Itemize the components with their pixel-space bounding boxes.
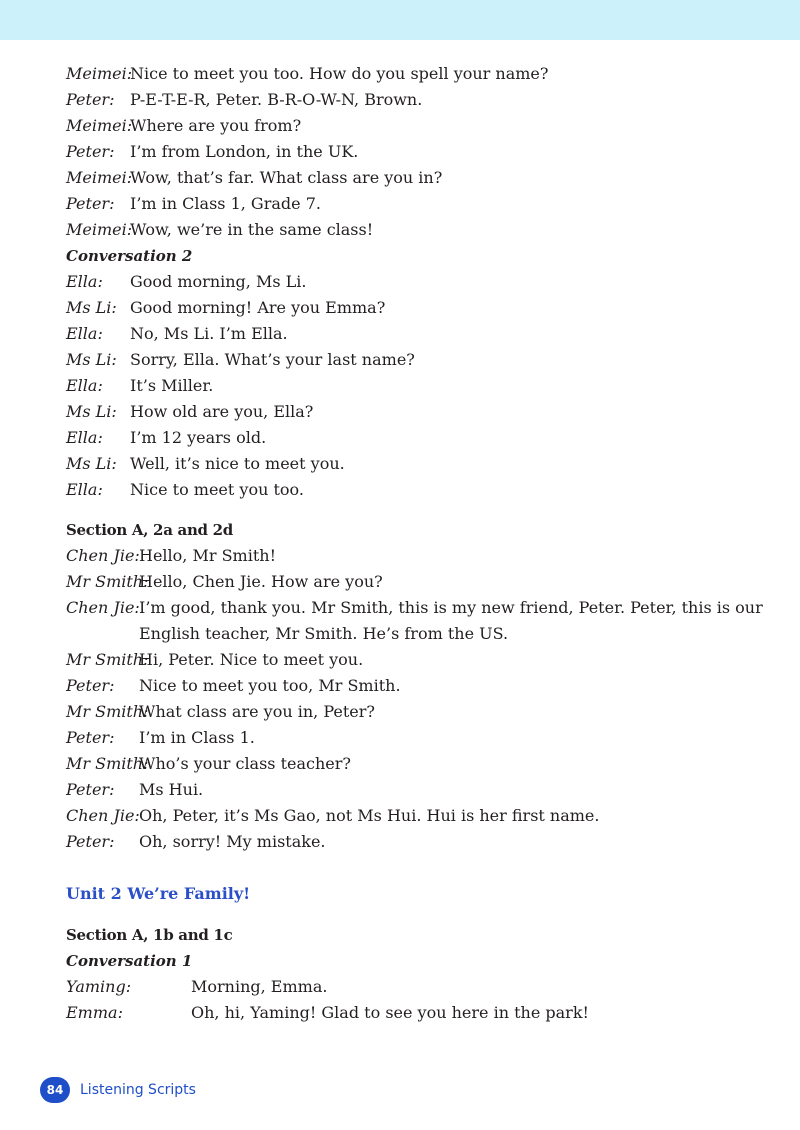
dialogue-line xyxy=(66,87,766,113)
dialogue-line xyxy=(66,113,766,139)
speaker: Chen Jie: xyxy=(66,598,140,617)
dialogue-line xyxy=(66,647,766,673)
speaker: Meimei: xyxy=(66,220,133,239)
speaker: Chen Jie: xyxy=(66,806,140,825)
dialogue-line xyxy=(66,269,766,295)
dialogue-line xyxy=(66,191,766,217)
dialogue-line xyxy=(66,217,766,243)
dialogue-line xyxy=(66,595,766,621)
speaker: Peter: xyxy=(66,90,115,109)
conversation-2-heading: Conversation 2 xyxy=(66,247,193,265)
utterance: It’s Miller. xyxy=(130,376,214,395)
dialogue-line xyxy=(66,725,766,751)
dialogue-line xyxy=(66,165,766,191)
utterance: I’m 12 years old. xyxy=(130,428,267,447)
utterance: I’m from London, in the UK. xyxy=(130,142,359,161)
dialogue-line xyxy=(66,829,766,855)
speaker: Meimei: xyxy=(66,64,133,83)
speaker: Ms Li: xyxy=(66,402,117,421)
utterance: Wow, we’re in the same class! xyxy=(130,220,374,239)
page-number-badge: 84 xyxy=(40,1077,70,1103)
dialogue-line xyxy=(66,295,766,321)
speaker: Peter: xyxy=(66,142,115,161)
utterance: How old are you, Ella? xyxy=(130,402,314,421)
speaker: Ms Li: xyxy=(66,350,117,369)
speaker: Meimei: xyxy=(66,168,133,187)
dialogue-line xyxy=(66,777,766,803)
utterance: Where are you from? xyxy=(130,116,302,135)
dialogue-line xyxy=(66,61,766,87)
dialogue-line xyxy=(66,347,766,373)
utterance: I’m in Class 1. xyxy=(139,728,255,747)
utterance: Oh, hi, Yaming! Glad to see you here in the park! xyxy=(191,1003,589,1022)
speaker: Ms Li: xyxy=(66,298,117,317)
speaker: Mr Smith: xyxy=(66,754,149,773)
utterance: What class are you in, Peter? xyxy=(139,702,375,721)
dialogue-line xyxy=(66,1000,766,1026)
speaker: Ella: xyxy=(66,428,103,447)
utterance: Hi, Peter. Nice to meet you. xyxy=(139,650,364,669)
speaker: Mr Smith: xyxy=(66,572,149,591)
utterance-continuation: English teacher, Mr Smith. He’s from the US. xyxy=(139,624,509,643)
speaker: Mr Smith: xyxy=(66,702,149,721)
utterance: Oh, Peter, it’s Ms Gao, not Ms Hui. Hui is her first name. xyxy=(139,806,600,825)
section-2a-heading: Section A, 2a and 2d xyxy=(66,521,233,539)
utterance: Wow, that’s far. What class are you in? xyxy=(130,168,443,187)
speaker: Peter: xyxy=(66,194,115,213)
utterance: Nice to meet you too. How do you spell your name? xyxy=(130,64,549,83)
dialogue-line xyxy=(66,373,766,399)
section-label: Listening Scripts xyxy=(80,1082,196,1098)
unit2-conversation1 xyxy=(66,974,766,1026)
utterance: I’m good, thank you. Mr Smith, this is my new friend, Peter. Peter, this is our xyxy=(139,598,763,617)
top-color-band xyxy=(0,0,800,40)
unit1-conversation1-end xyxy=(66,61,766,243)
utterance: No, Ms Li. I’m Ella. xyxy=(130,324,288,343)
utterance: Hello, Mr Smith! xyxy=(139,546,276,565)
dialogue-line xyxy=(66,803,766,829)
dialogue-line xyxy=(66,451,766,477)
utterance: Good morning! Are you Emma? xyxy=(130,298,386,317)
utterance: Nice to meet you too. xyxy=(130,480,304,499)
utterance: Morning, Emma. xyxy=(191,977,328,996)
unit2-section-heading: Section A, 1b and 1c xyxy=(66,926,233,944)
speaker: Meimei: xyxy=(66,116,133,135)
dialogue-line xyxy=(66,751,766,777)
speaker: Yaming: xyxy=(66,977,132,996)
speaker: Peter: xyxy=(66,728,115,747)
speaker: Peter: xyxy=(66,676,115,695)
utterance: Hello, Chen Jie. How are you? xyxy=(139,572,383,591)
dialogue-line xyxy=(66,321,766,347)
utterance: Sorry, Ella. What’s your last name? xyxy=(130,350,415,369)
utterance: Nice to meet you too, Mr Smith. xyxy=(139,676,401,695)
dialogue-line xyxy=(66,399,766,425)
speaker: Ella: xyxy=(66,480,103,499)
page-footer xyxy=(40,1076,196,1104)
speaker: Mr Smith: xyxy=(66,650,149,669)
speaker: Ella: xyxy=(66,376,103,395)
utterance: Well, it’s nice to meet you. xyxy=(130,454,345,473)
speaker: Ms Li: xyxy=(66,454,117,473)
unit2-conversation-1-heading: Conversation 1 xyxy=(66,952,193,970)
utterance: Ms Hui. xyxy=(139,780,204,799)
dialogue-line xyxy=(66,543,766,569)
utterance: Oh, sorry! My mistake. xyxy=(139,832,326,851)
listening-script-content xyxy=(66,61,766,1026)
speaker: Ella: xyxy=(66,272,103,291)
utterance: P-E-T-E-R, Peter. B-R-O-W-N, Brown. xyxy=(130,90,423,109)
section-2a-dialogue xyxy=(66,543,766,855)
dialogue-line xyxy=(66,569,766,595)
dialogue-line xyxy=(66,139,766,165)
dialogue-line xyxy=(66,425,766,451)
unit-2-title: Unit 2 We’re Family! xyxy=(66,884,251,903)
speaker: Emma: xyxy=(66,1003,123,1022)
speaker: Chen Jie: xyxy=(66,546,140,565)
speaker: Peter: xyxy=(66,780,115,799)
dialogue-line xyxy=(66,673,766,699)
utterance: Who’s your class teacher? xyxy=(139,754,351,773)
speaker: Ella: xyxy=(66,324,103,343)
dialogue-line xyxy=(66,974,766,1000)
utterance: Good morning, Ms Li. xyxy=(130,272,307,291)
unit1-conversation2 xyxy=(66,269,766,503)
dialogue-line xyxy=(66,477,766,503)
dialogue-line xyxy=(66,699,766,725)
utterance: I’m in Class 1, Grade 7. xyxy=(130,194,321,213)
speaker: Peter: xyxy=(66,832,115,851)
